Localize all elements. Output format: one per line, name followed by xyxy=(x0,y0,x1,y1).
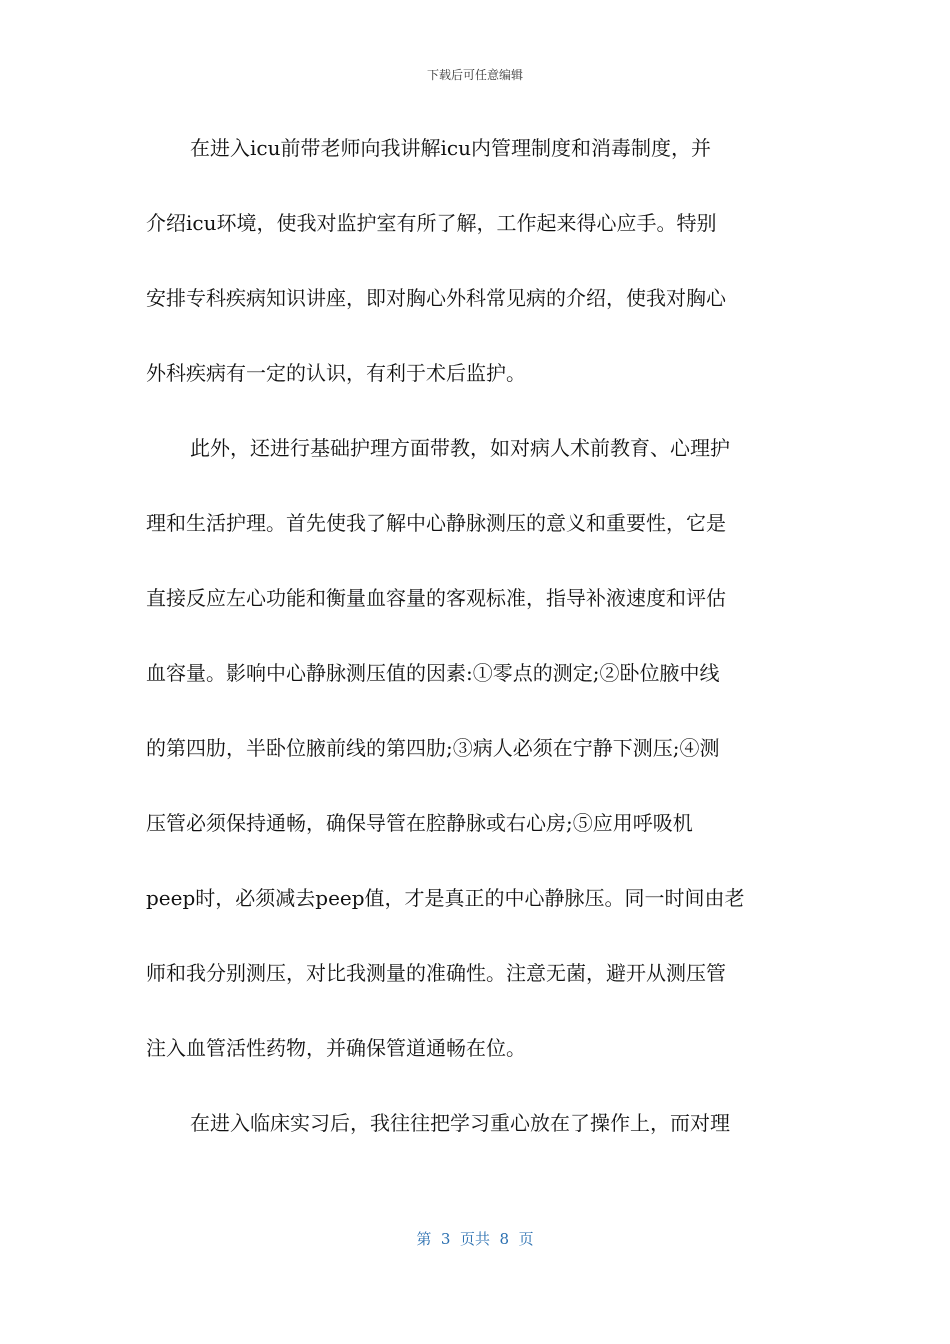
paragraph-line: 安排专科疾病知识讲座，即对胸心外科常见病的介绍，使我对胸心 xyxy=(146,286,726,310)
paragraph-line: 师和我分别测压，对比我测量的准确性。注意无菌，避开从测压管 xyxy=(146,961,726,985)
paragraph-line: 外科疾病有一定的认识，有利于术后监护。 xyxy=(146,361,526,385)
header-note: 下载后可任意编辑 xyxy=(426,68,523,82)
paragraph-line: 此外，还进行基础护理方面带教，如对病人术前教育、心理护 xyxy=(190,436,730,460)
paragraph-line: 直接反应左心功能和衡量血容量的客观标准，指导补液速度和评估 xyxy=(146,586,726,610)
paragraph-line: peep时，必须减去peep值，才是真正的中心静脉压。同一时间由老 xyxy=(146,886,745,910)
paragraph-line: 的第四肋，半卧位腋前线的第四肋;③病人必须在宁静下测压;④测 xyxy=(146,736,720,760)
paragraph-line: 理和生活护理。首先使我了解中心静脉测压的意义和重要性，它是 xyxy=(146,511,726,535)
page-number: 第 3 页共 8 页 xyxy=(416,1230,534,1248)
paragraph-line: 压管必须保持通畅，确保导管在腔静脉或右心房;⑤应用呼吸机 xyxy=(146,811,693,835)
paragraph-line: 在进入icu前带老师向我讲解icu内管理制度和消毒制度，并 xyxy=(190,136,711,160)
paragraph-line: 血容量。影响中心静脉测压值的因素:①零点的测定;②卧位腋中线 xyxy=(146,661,720,685)
paragraph-line: 介绍icu环境，使我对监护室有所了解，工作起来得心应手。特别 xyxy=(146,211,717,235)
paragraph-line: 在进入临床实习后，我往往把学习重心放在了操作上，而对理 xyxy=(190,1111,730,1135)
paragraph-line: 注入血管活性药物，并确保管道通畅在位。 xyxy=(146,1036,526,1060)
document-body xyxy=(146,123,806,1173)
